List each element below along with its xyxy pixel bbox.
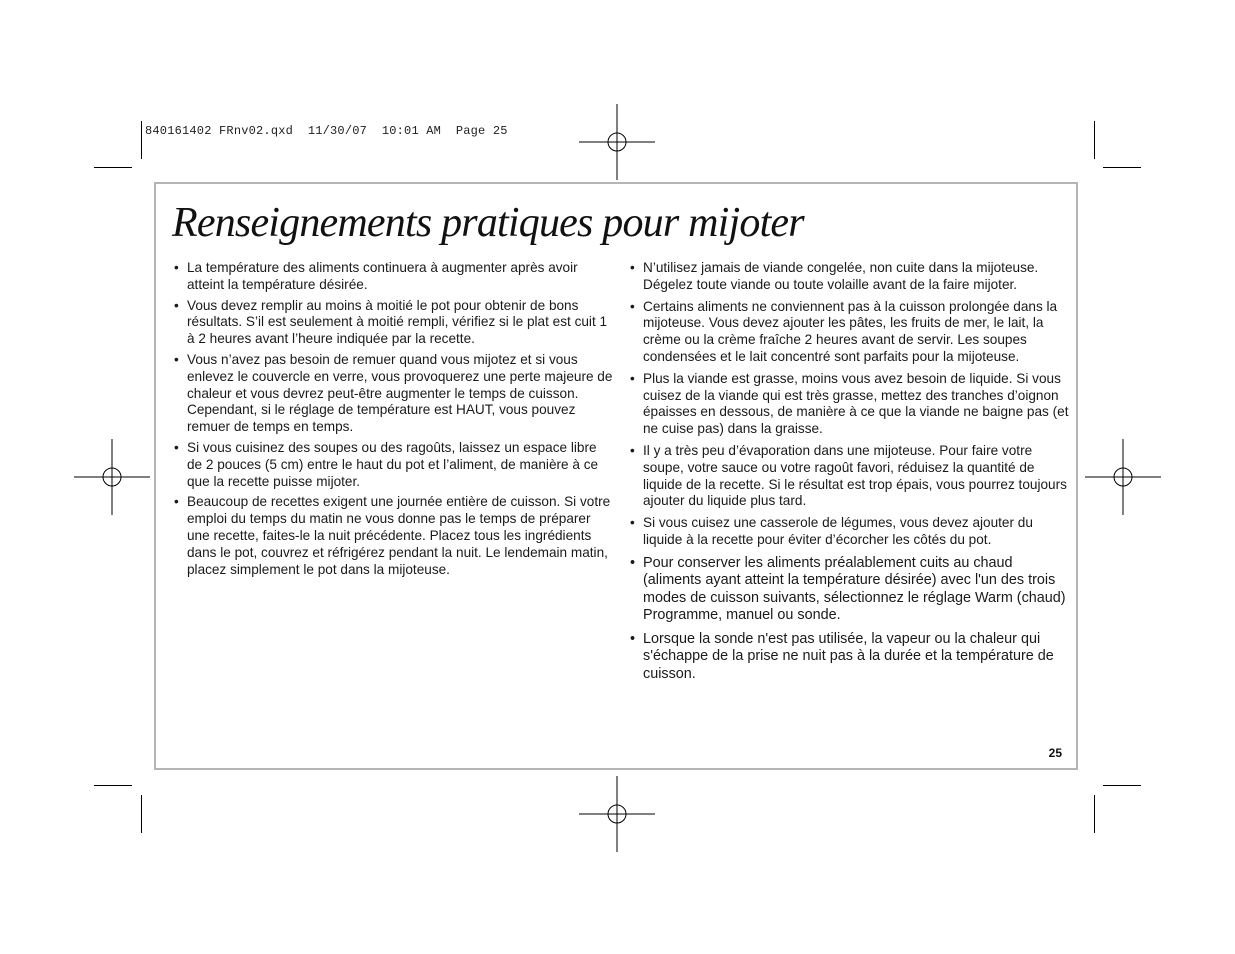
crop-mark	[1103, 167, 1141, 168]
list-item: • Il y a très peu d’évaporation dans une mijoteuse. Pour faire votre soupe, votre sauce ou votre ragoût favori, réduisez la quantité de liquide de la recette. Si le résultat est trop épais, vous pourrez toujours ajouter du liquide plus tard.	[630, 443, 1070, 510]
list-item: • N’utilisez jamais de viande congelée, non cuite dans la mijoteuse. Dégelez toute viande ou toute volaille avant de la faire mijoter.	[630, 260, 1070, 294]
list-item: • Lorsque la sonde n'est pas utilisée, la vapeur ou la chaleur qui s'échappe de la prise ne nuit pas à la durée et la température de cuisson.	[630, 631, 1070, 684]
list-item: • Si vous cuisez une casserole de légumes, vous devez ajouter du liquide à la recette pour éviter d’écorcher les côtés du pot.	[630, 515, 1070, 549]
crop-mark	[141, 795, 142, 833]
list-item: • Vous n’avez pas besoin de remuer quand vous mijotez et si vous enlevez le couvercle en verre, vous provoquerez une perte majeure de chaleur et vous devrez peut-être augmenter le temps de cuisson. Cependant, si le réglage de température est HAUT, vous pouvez remuer de temps en temps.	[174, 352, 614, 436]
tips-list-left	[174, 260, 614, 582]
tips-list-right	[630, 260, 1070, 689]
page-title: Renseignements pratiques pour mijoter	[172, 200, 804, 246]
list-item: • Certains aliments ne conviennent pas à la cuisson prolongée dans la mijoteuse. Vous devez ajouter les pâtes, les fruits de mer, le lait, la crème ou la crème fraîche 2 heures avant de servir. Les soupes condensées et le lait concentré sont parfaits pour la mijoteuse.	[630, 299, 1070, 366]
crop-mark	[94, 167, 132, 168]
registration-mark-bottom	[579, 776, 655, 852]
list-item: • Si vous cuisinez des soupes ou des ragoûts, laissez un espace libre de 2 pouces (5 cm) entre le haut du pot et l’aliment, de manière à ce que la recette puisse mijoter.	[174, 440, 614, 490]
content-panel	[154, 182, 1078, 770]
list-item: • Pour conserver les aliments préalablement cuits au chaud (aliments ayant atteint la température désirée) avec l'un des trois modes de cuisson suivants, sélectionnez le réglage Warm (chaud) Programme, manuel ou sonde.	[630, 555, 1070, 625]
crop-mark	[1094, 121, 1095, 159]
crop-mark	[141, 121, 142, 159]
list-item: • La température des aliments continuera à augmenter après avoir atteint la température désirée.	[174, 260, 614, 294]
print-slug: 840161402 FRnv02.qxd 11/30/07 10:01 AM Page 25	[145, 124, 508, 138]
crop-mark	[1094, 795, 1095, 833]
page-number: 25	[1048, 746, 1062, 760]
list-item: • Plus la viande est grasse, moins vous avez besoin de liquide. Si vous cuisez de la viande qui est très grasse, mettez des tranches d’oignon épaisses en dessous, de manière à ce que la viande ne baigne pas (et ne cuise pas) dans la graisse.	[630, 371, 1070, 438]
crop-mark	[94, 785, 132, 786]
registration-mark-top	[579, 104, 655, 180]
list-item: • Beaucoup de recettes exigent une journée entière de cuisson. Si votre emploi du temps du matin ne vous donne pas le temps de préparer une recette, faites-le la nuit précédente. Placez tous les ingrédients dans le pot, couvrez et réfrigérez pendant la nuit. Le lendemain matin, placez simplement le pot dans la mijoteuse.	[174, 494, 614, 578]
registration-mark-left	[74, 439, 150, 515]
registration-mark-right	[1085, 439, 1161, 515]
list-item: • Vous devez remplir au moins à moitié le pot pour obtenir de bons résultats. S’il est seulement à moitié rempli, vérifiez si le plat est cuit 1 à 2 heures avant l’heure indiquée par la recette.	[174, 298, 614, 348]
crop-mark	[1103, 785, 1141, 786]
